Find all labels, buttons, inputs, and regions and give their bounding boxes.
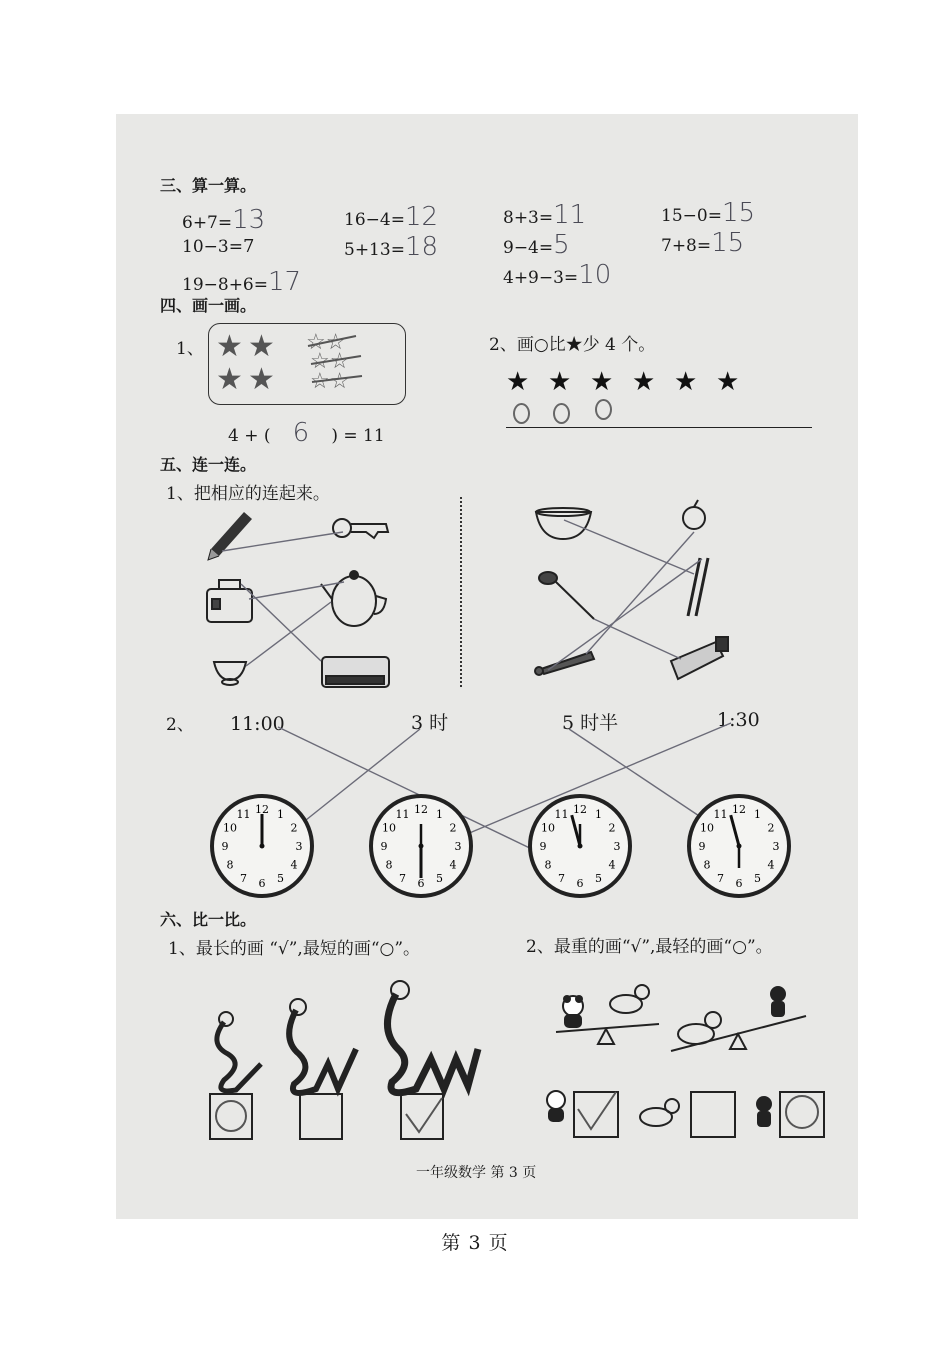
handwritten-answer: 17 <box>268 267 302 297</box>
star-icon: ★ <box>216 362 243 397</box>
clock-number: 8 <box>226 858 234 872</box>
equation: 6+7=13 <box>182 205 266 235</box>
q2-instruction: 2、画○比★少 4 个。 <box>489 335 656 355</box>
handwritten-answer: 5 <box>553 230 570 260</box>
handwritten-answer: 15 <box>721 198 756 228</box>
clock-number: 9 <box>221 840 229 853</box>
q2-number: 2、 <box>166 715 194 735</box>
panda-icon <box>547 1091 565 1122</box>
clock-number: 5 <box>595 872 602 886</box>
clock-number: 2 <box>608 821 616 835</box>
star-outline-icon: ☆☆ <box>310 369 350 394</box>
clock-number: 2 <box>449 821 457 835</box>
clock-number: 1 <box>436 807 443 821</box>
clock-number: 4 <box>290 858 298 872</box>
clock-number: 10 <box>699 821 714 835</box>
star-icon: ★ <box>590 367 614 397</box>
clock-number: 7 <box>717 872 724 886</box>
clock-number: 4 <box>608 858 616 872</box>
handwritten-answer: 11 <box>553 200 587 230</box>
q2-instruction: 2、最重的画“√”,最轻的画“○”。 <box>526 937 773 957</box>
clock-number: 3 <box>454 840 462 853</box>
clock-number: 7 <box>399 872 406 886</box>
page-footer: 一年级数学 第 3 页 <box>416 1165 537 1181</box>
clock-number: 6 <box>735 877 743 890</box>
clock-number: 5 <box>754 872 761 886</box>
answer: 7 <box>242 236 255 257</box>
time-label: 5 时半 <box>562 712 619 734</box>
handwritten-answer: 12 <box>404 202 439 232</box>
equation: 4+9−3=10 <box>503 260 612 290</box>
clock-number: 9 <box>698 840 706 853</box>
drawn-circle <box>786 1096 818 1128</box>
clock-number: 11 <box>395 807 410 821</box>
q1-instruction: 1、最长的画 “√”,最短的画“○”。 <box>168 939 421 959</box>
handwritten-answer: 18 <box>404 232 439 262</box>
document-footer: 第 3 页 <box>441 1232 509 1254</box>
clock-number: 7 <box>558 872 565 886</box>
section6-title: 六、比一比。 <box>160 910 257 929</box>
star-icon: ★ <box>248 362 275 397</box>
clock-number: 6 <box>576 877 584 890</box>
star-icon: ★ <box>548 367 572 397</box>
clock-number: 9 <box>539 840 547 853</box>
clock-number: 6 <box>417 877 425 890</box>
handwritten-answer: 10 <box>578 260 612 290</box>
handwritten-answer: 6 <box>292 418 310 448</box>
clock-number: 7 <box>240 872 247 886</box>
clock-number: 2 <box>290 821 298 835</box>
clock-number: 5 <box>436 872 443 886</box>
clock-number: 3 <box>613 840 621 853</box>
formula: 4 + ( 6 ) = 11 <box>228 418 385 448</box>
clock-number: 1 <box>754 807 761 821</box>
clock-number: 2 <box>767 821 775 835</box>
clock-number: 1 <box>595 807 602 821</box>
section5-title: 五、连一连。 <box>160 455 257 474</box>
clock-number: 10 <box>381 821 396 835</box>
q1-instruction: 1、把相应的连起来。 <box>166 484 330 504</box>
dog-icon <box>610 985 649 1013</box>
panda-icon <box>563 995 583 1028</box>
clock-number: 1 <box>277 807 284 821</box>
drawn-checkmark <box>406 1098 442 1132</box>
star-icon: ★ <box>216 329 243 364</box>
clock-number: 6 <box>258 877 266 890</box>
clock-number: 12 <box>732 803 746 816</box>
clock-number: 10 <box>540 821 555 835</box>
star-icon: ★ <box>632 367 656 397</box>
clock-number: 8 <box>703 858 711 872</box>
time-label: 1:30 <box>717 709 760 731</box>
star-icon: ★ <box>248 329 275 364</box>
drawn-checkmark <box>578 1092 616 1129</box>
clock-number: 12 <box>414 803 428 816</box>
equation: 10−3=7 <box>182 236 255 257</box>
equation: 15−0=15 <box>661 198 756 228</box>
clock-number: 12 <box>573 803 587 816</box>
equation: 8+3=11 <box>503 200 587 230</box>
time-label: 3 时 <box>411 712 449 734</box>
equation: 5+13=18 <box>344 232 439 262</box>
equation: 7+8=15 <box>661 228 745 258</box>
section3-title: 三、算一算。 <box>160 176 257 195</box>
cat-icon <box>770 986 786 1017</box>
clock-number: 4 <box>767 858 775 872</box>
clock-number: 3 <box>772 840 780 853</box>
star-outline-icon: ☆☆ <box>310 349 350 374</box>
clock-number: 11 <box>236 807 251 821</box>
star-icon: ★ <box>506 367 530 397</box>
seesaw-icon <box>556 1016 806 1051</box>
snake-icon <box>289 999 356 1093</box>
cat-icon <box>756 1096 772 1127</box>
comparison-illustrations <box>116 114 858 1219</box>
clock-number: 9 <box>380 840 388 853</box>
section4-title: 四、画一画。 <box>160 296 257 315</box>
snake-icon <box>387 981 478 1093</box>
clock-number: 11 <box>713 807 728 821</box>
equation: 16−4=12 <box>344 202 439 232</box>
time-label: 11:00 <box>230 713 285 735</box>
clock-number: 8 <box>544 858 552 872</box>
star-outline-icon: ☆☆ <box>306 330 346 355</box>
clock-number: 10 <box>222 821 237 835</box>
clock-number: 4 <box>449 858 457 872</box>
clock-number: 3 <box>295 840 303 853</box>
equation: 19−8+6=17 <box>182 267 302 297</box>
drawn-circle <box>216 1101 246 1131</box>
handwritten-answer: 13 <box>232 205 266 235</box>
equation: 9−4=5 <box>503 230 570 260</box>
star-icon: ★ <box>674 367 698 397</box>
clock-number: 11 <box>554 807 569 821</box>
dog-icon <box>640 1099 679 1126</box>
worksheet-page <box>116 114 858 1219</box>
handwritten-answer: 15 <box>711 228 745 258</box>
snake-icon <box>217 1012 261 1091</box>
clock-number: 12 <box>255 803 269 816</box>
question-number: 1、 <box>176 339 204 359</box>
clock-number: 8 <box>385 858 393 872</box>
clock-number: 5 <box>277 872 284 886</box>
star-icon: ★ <box>716 367 740 397</box>
